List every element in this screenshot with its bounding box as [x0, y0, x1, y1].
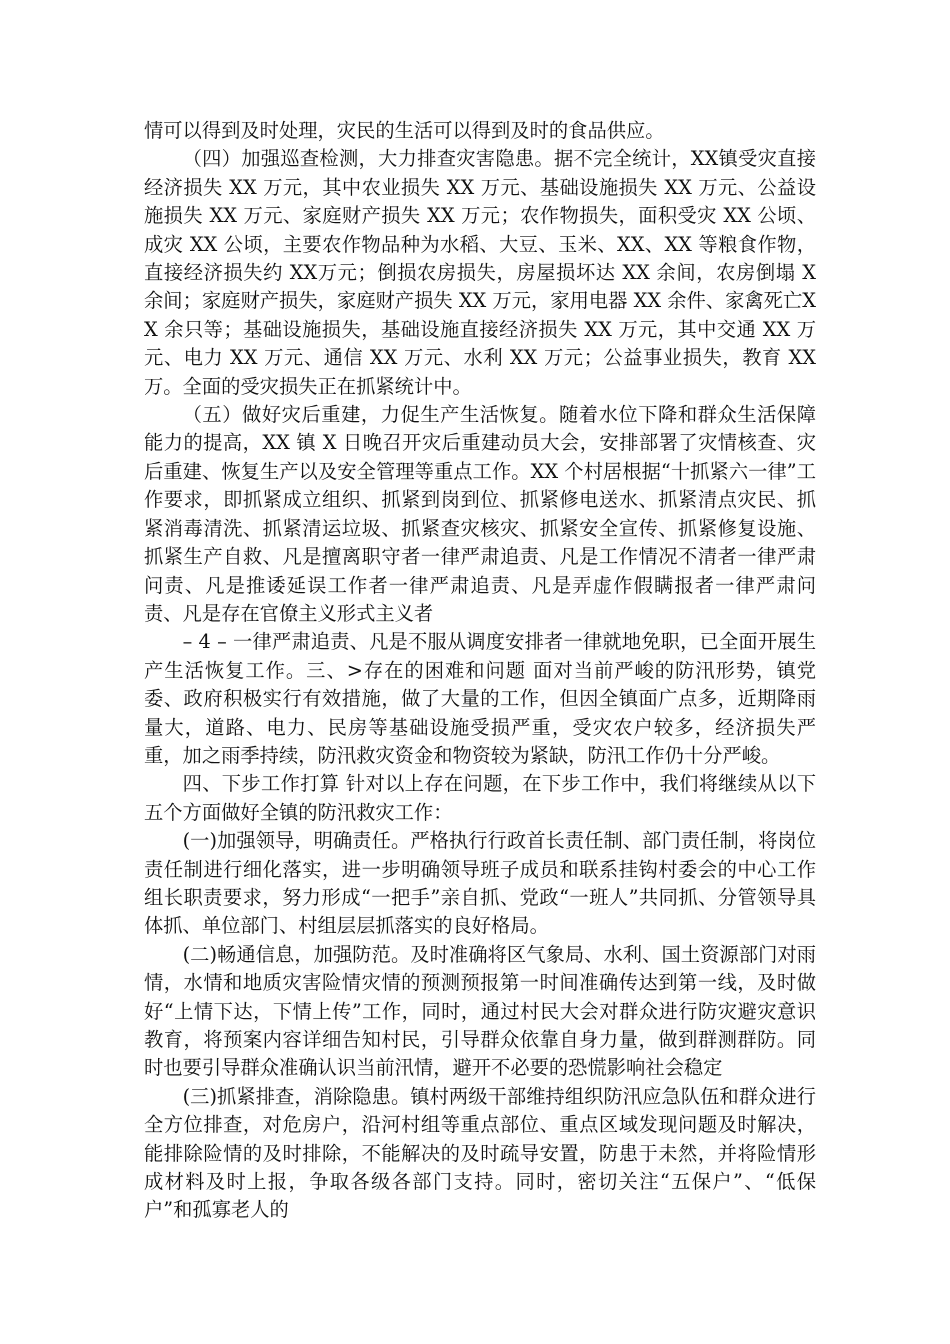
document-page [144, 117, 816, 1225]
paragraph-inspection-hazards: (三)抓紧排查，消除隐患。镇村两级干部维持组织防汛应急队伍和群众进行全方位排查，对危房户，沿河村组等重点部位、重点区域发现问题及时解决，能排除险情的及时排除，不能解决的及时疏导安置，防患于未然，并将险情形成材料及时上报，争取各级各部门支持。同时，密切关注“五保户”、“低保户”和孤寡老人的 [144, 1084, 816, 1222]
paragraph-next-plans: 四、下步工作打算 针对以上存在问题，在下步工作中，我们将继续从以下五个方面做好全镇的防汛救灾工作： [144, 772, 816, 824]
paragraph-reconstruction: （五）做好灾后重建，力促生产生活恢复。随着水位下降和群众生活保障能力的提高，XX 镇 X 日晚召开灾后重建动员大会，安排部署了灾情核查、灾后重建、恢复生产以及安全管理等重点工作。XX 个村居根据“十抓紧六一律”工作要求，即抓紧成立组织、抓紧到岗到位、抓紧修电送水、抓紧清点灾民、抓紧消毒清洗、抓紧清运垃圾、抓紧查灾核灾、抓紧安全宣传、抓紧修复设施、抓紧生产自救、凡是擅离职守者一律严肃追责、凡是工作情况不清者一律严肃问责、凡是推诿延误工作者一律严肃追责、凡是弄虚作假瞒报者一律严肃问责、凡是存在官僚主义形式主义者 [144, 403, 816, 625]
paragraph-disaster-relief-tail: 情可以得到及时处理，灾民的生活可以得到及时的食品供应。 [144, 119, 665, 142]
paragraph-leadership: (一)加强领导，明确责任。严格执行行政首长责任制、部门责任制，将岗位责任制进行细化落实，进一步明确领导班子成员和联系挂钩村委会的中心工作组长职责要求，努力形成“一把手”亲自抓、党政“一班人”共同抓、分管领导具体抓、单位部门、村组层层抓落实的良好格局。 [144, 829, 816, 938]
paragraph-information: (二)畅通信息，加强防范。及时准确将区气象局、水利、国土资源部门对雨情，水情和地质灾害险情灾情的预测预报第一时间准确传达到第一线，及时做好“上情下达，下情上传”工作，同时，通过村民大会对群众进行防灾避灾意识教育，将预案内容详细告知村民，引导群众依靠自身力量，做到群测群防。同时也要引导群众准确认识当前汛情，避开不必要的恐慌影响社会稳定 [144, 942, 816, 1080]
paragraph-difficulties: – 4 – 一律严肃追责、凡是不服从调度安排者一律就地免职，已全面开展生产生活恢复工作。三、>存在的困难和问题 面对当前严峻的防汛形势，镇党委、政府积极实行有效措施，做了大量的工作，但因全镇面广点多，近期降雨量大，道路、电力、民房等基础设施受损严重，受灾农户较多，经济损失严重，加之雨季持续，防汛救灾资金和物资较为紧缺，防汛工作仍十分严峻。 [144, 630, 816, 767]
paragraph-inspection: （四）加强巡查检测，大力排查灾害隐患。据不完全统计，XX镇受灾直接经济损失 XX 万元，其中农业损失 XX 万元、基础设施损失 XX 万元、公益设施损失 XX 万元、家庭财产损失 XX 万元；农作物损失，面积受灾 XX 公顷、成灾 XX 公顷，主要农作物品种为水稻、大豆、玉米、XX、XX 等粮食作物，直接经济损失约 XX万元；倒损农房损失，房屋损坏达 XX 余间，农房倒塌 X 余间；家庭财产损失，家庭财产损失 XX 万元，家用电器 XX 余件、家禽死亡XX 余只等；基础设施损失，基础设施直接经济损失 XX 万元，其中交通 XX 万元、电力 XX 万元、通信 XX 万元、水利 XX 万元；公益事业损失，教育 XX 万。全面的受灾损失正在抓紧统计中。 [144, 147, 816, 398]
